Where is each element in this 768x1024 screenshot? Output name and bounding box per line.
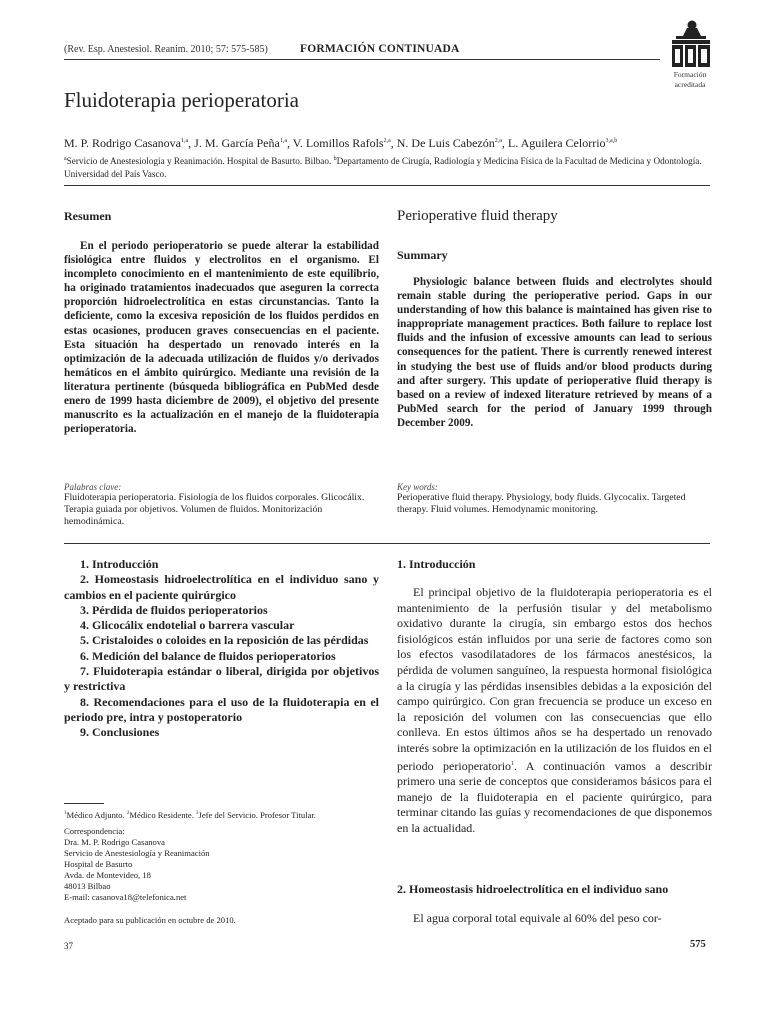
intro-heading: 1. Introducción	[397, 557, 476, 571]
author-name: J. M. García Peña	[194, 136, 280, 150]
author-affiliation-marker: 3,a,b	[605, 138, 618, 144]
affil-marker-a: a	[64, 156, 67, 162]
author-list: M. P. Rodrigo Casanova$^{1,a}$, J. M. García Peña$^{1,a}$, V. Lomillos Rafols$^{2,a}$, N. De Luis Cabezón$^{2,a}$, L. Aguilera Celorrio$^{3,a,b}$	[64, 136, 618, 150]
toc-item: 3. Pérdida de fluidos perioperatorios	[80, 602, 268, 617]
section2-heading: 2. Homeostasis hidroelectrolítica en el individuo sano	[397, 882, 669, 896]
correspondence-line: E-mail: casanova18@telefonica.net	[64, 892, 187, 902]
page-number-right: 575	[690, 939, 706, 950]
role-marker: 2	[126, 811, 130, 816]
toc-item: 5. Cristaloides o coloides en la reposición de las pérdidas	[80, 633, 369, 648]
resumen-heading: Resumen	[64, 209, 112, 223]
accreditation-caption	[660, 70, 720, 90]
author-name: L. Aguilera Celorrio	[507, 136, 606, 150]
correspondence-label: Correspondencia:	[64, 826, 125, 836]
toc-item: 2. Homeostasis hidroelectrolítica en el individuo sano y cambios en el paciente quirúrgico	[64, 572, 379, 602]
key-words	[397, 482, 712, 516]
accepted-note: Aceptado para su publicación en octubre de 2010.	[64, 915, 236, 925]
toc-item: 6. Medición del balance de fluidos perioperatorios	[80, 648, 336, 663]
role-text: Médico Adjunto.	[66, 809, 127, 820]
keywords-es: Fluidoterapia perioperatoria. Fisiología de los fluidos corporales. Glicocálix. Terapia guiada por objetivos. Volumen de fluidos. Monitorización hemodinámica.	[64, 492, 365, 527]
role-text: Médico Residente.	[129, 809, 196, 820]
affiliation-a: Servicio de Anestesiología y Reanimación. Hospital de Basurto. Bilbao.	[66, 156, 334, 167]
correspondence-line: Servicio de Anestesiología y Reanimación	[64, 848, 210, 858]
page-number-left: 37	[64, 941, 73, 951]
resumen-paragraph: En el periodo perioperatorio se puede alterar la estabilidad fisiológica entre fluidos y electrolitos en el organismo. El incompleto conocimiento en el mantenimiento de este equilibrio, ha originado tratamientos inadecuados que aseguren la correcta proporción hidroelectrolítica en estas circunstancias. Tanto la deficiente, como la excesiva reposición de los fluidos perdidos en estas ocasiones, producen graves consecuencias en el paciente. Esta situación ha despertado un renovado interés en la optimización de la adecuada utilización de fluidos y/o derivados hemáticos en el ámbito quirúrgico. Mediante una revisión de la literatura pertinente (búsqueda bibliográfica en PubMed desde enero de 1999 hasta diciembre de 2009), el objetivo del presente manuscrito es la actualización en el manejo de la fluidoterapia perioperatoria.	[64, 240, 379, 436]
author-affiliation-marker: 1,a	[181, 138, 189, 144]
section-label: FORMACIÓN CONTINUADA	[300, 43, 460, 55]
summary-text	[397, 275, 712, 430]
journal-citation: (Rev. Esp. Anestesiol. Reanim. 2010; 57: 575-585)	[64, 44, 268, 55]
correspondence-line: 48013 Bilbao	[64, 881, 111, 891]
author-affiliation-marker: 2,a	[383, 138, 391, 144]
intro-text-main: El principal objetivo de la fluidoterapia perioperatoria es el mantenimiento de la perfusión tisular y del metabolismo oxidativo durante la cirugía, sin embargo estos dos hechos fisiológicos están influidos por una serie de factores como son los efectos vasodilatadores de los fármacos anestésicos, la pérdida de volumen sanguíneo, la respuesta hormonal fisiológica a la cirugía y las pérdidas insensibles debidas a la exposición del campo quirúrgico. Con gran frecuencia se produce un exceso en la reposición del volumen con las consecuencias que ello conlleva. En estos últimos años se ha despertado un renovado interés sobre la optimización en la utilización de los fluidos en el periodo perioperatorio	[397, 585, 712, 773]
keywords-en: Perioperative fluid therapy. Physiology, body fluids. Glycocalix. Targeted therapy. Fluid volumes. Hemodynamic monitoring.	[397, 492, 686, 515]
accreditation-logo-icon	[668, 20, 712, 72]
keywords-label-es: Palabras clave:	[64, 482, 122, 492]
affil-marker-b: b	[333, 156, 337, 162]
footnote-roles	[64, 808, 379, 821]
summary-heading: Summary	[397, 248, 448, 262]
intro-text	[397, 585, 712, 837]
table-of-contents	[64, 557, 379, 741]
role-marker: 3	[196, 811, 199, 816]
correspondence-lines	[64, 837, 379, 903]
abstract-divider	[64, 543, 710, 544]
summary-paragraph: Physiologic balance between fluids and electrolytes should remain stable during the perioperative period. Gaps in our understanding of how this balance is maintained has given rise to inappropriate management practices. Both failure to replace lost fluids and the infusion of excessive amounts can lead to serious consequences for the patient. There is currently renewed interest in studying the best use of fluids and/or blood products during and after surgery. This update of perioperative fluid therapy is based on a review of indexed literature retrieved by means of a PubMed search for the period of January 1999 through December 2009.	[397, 276, 712, 429]
title-divider	[64, 185, 710, 186]
keywords-label-en: Key words:	[397, 482, 438, 492]
footnote-divider	[64, 803, 104, 804]
article-title: Fluidoterapia perioperatoria	[64, 88, 299, 112]
section2-text	[397, 911, 712, 927]
palabras-clave	[64, 482, 379, 527]
correspondence-line: Avda. de Montevideo, 18	[64, 870, 151, 880]
correspondence-line: Dra. M. P. Rodrigo Casanova	[64, 837, 165, 847]
section2-paragraph: El agua corporal total equivale al 60% del peso cor-	[413, 911, 662, 925]
header-divider	[64, 59, 660, 60]
author-name: V. Lomillos Rafols	[292, 136, 384, 150]
author-affiliation-marker: 2,a	[494, 138, 502, 144]
intro-text-end: . A continuación vamos a describir primero una serie de conceptos que consideramos básicos para el manejo de la fluidoterapia en el paciente quirúrgico, para terminar citando las guías y recomendaciones de que disponemos en la actualidad.	[397, 758, 712, 835]
affiliations	[64, 153, 714, 180]
toc-item: 7. Fluidoterapia estándar o liberal, dirigida por objetivos y restrictiva	[64, 664, 379, 694]
author-name: M. P. Rodrigo Casanova	[64, 136, 181, 150]
accreditation-line1: Formación	[673, 70, 707, 79]
role-marker: 1	[64, 811, 67, 816]
toc-item: 1. Introducción	[80, 557, 159, 571]
author-name: N. De Luis Cabezón	[396, 136, 495, 150]
accreditation-line2: acreditada	[674, 80, 706, 89]
toc-item: 9. Conclusiones	[80, 725, 160, 740]
toc-item: 4. Glicocálix endotelial o barrera vascular	[80, 618, 295, 633]
role-text: Jefe del Servicio. Profesor Titular.	[198, 809, 316, 820]
intro-reference: 1	[511, 760, 515, 767]
resumen-text	[64, 239, 379, 436]
affiliation-b: Departamento de Cirugía, Radiología y Medicina Física de la Facultad de Medicina y Odontología. Universidad del País Vasco.	[64, 156, 702, 179]
correspondence	[64, 826, 379, 903]
english-title: Perioperative fluid therapy	[397, 208, 558, 224]
intro-paragraph	[397, 585, 712, 837]
author-affiliation-marker: 1,a	[279, 138, 287, 144]
correspondence-line: Hospital de Basurto	[64, 859, 133, 869]
toc-item: 8. Recomendaciones para el uso de la fluidoterapia en el periodo pre, intra y postoperatorio	[64, 694, 379, 724]
